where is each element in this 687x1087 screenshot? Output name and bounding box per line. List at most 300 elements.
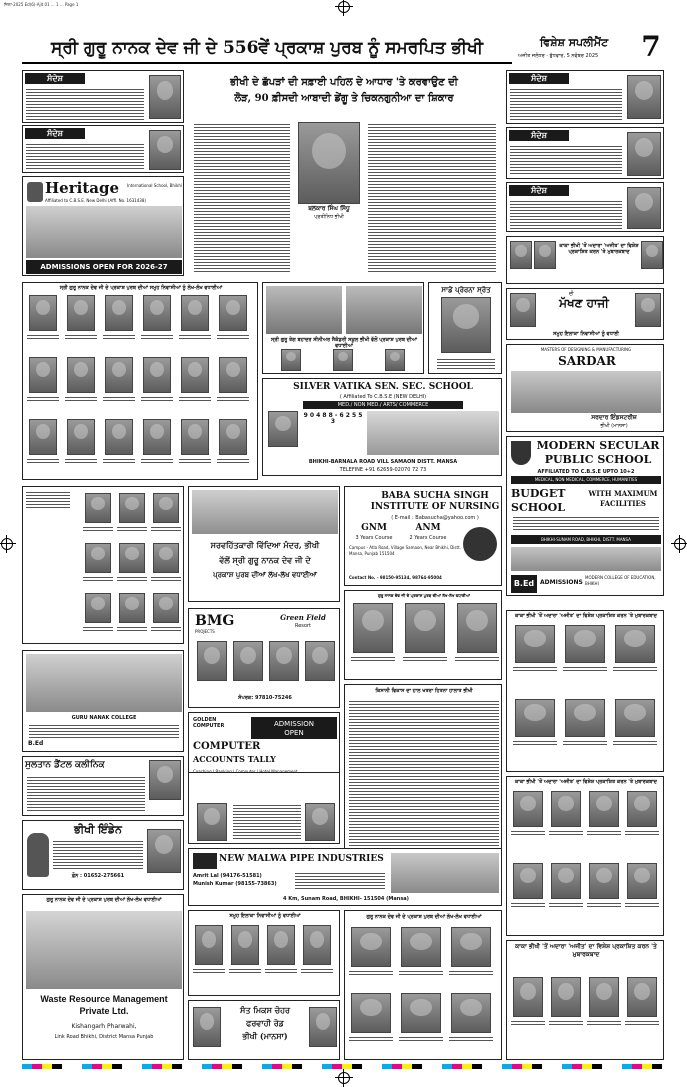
silver-address: BHIKHI-BARNALA ROAD VILL SAMAON DISTT. MANSA xyxy=(308,459,458,465)
modern-streams: MEDICAL, NON MEDICAL, COMMERCE, HUMANITIES xyxy=(511,476,661,484)
portrait-photo xyxy=(153,593,179,623)
bmg-logo: BMG xyxy=(195,613,235,629)
portrait-caption xyxy=(217,395,249,402)
portrait-caption xyxy=(27,395,59,402)
sardar-industries-ad xyxy=(506,344,664,432)
portrait-photo xyxy=(551,977,581,1017)
school-photo-1 xyxy=(266,286,342,334)
nursing-gnm-years: 3 Years Course xyxy=(355,535,393,541)
portrait-caption xyxy=(349,969,393,976)
portrait-photo xyxy=(143,419,171,455)
portrait-caption xyxy=(103,395,135,402)
message-text-2 xyxy=(26,142,144,170)
portrait-photo xyxy=(67,357,95,393)
portrait-photo xyxy=(231,925,259,965)
portrait-photo xyxy=(401,927,441,967)
portrait-caption xyxy=(563,665,607,672)
inspiration-title: ਸਾਡੇ ਪ੍ਰੇਰਨਾ ਸ੍ਰੋਤ xyxy=(441,285,491,294)
modern-lines xyxy=(513,515,659,531)
computer-admission-text: ADMISSION xyxy=(274,720,314,728)
message-photo-1 xyxy=(149,75,181,119)
sardar-sub: ਸਰਦਾਰ ਇੰਡਸਟਰੀਜ਼ xyxy=(591,414,637,421)
portrait-caption xyxy=(141,457,173,464)
portrait-photo xyxy=(29,357,57,393)
portrait-caption xyxy=(587,829,621,836)
greetings-bottom-center xyxy=(188,910,340,996)
ajit-photo-b xyxy=(534,241,556,269)
malwa-brand: NEW MALWA PIPE INDUSTRIES xyxy=(219,854,384,864)
portrait-photo xyxy=(615,699,655,737)
sultan-photo xyxy=(149,760,181,800)
nursing-campus: Campus - Atla Road, Village Samaon, Near Bhikhi, Distt. Mansa, Punjab 151504 xyxy=(349,545,461,556)
guru-nanak-name: GURU NANAK COLLEGE xyxy=(71,715,137,721)
computer-accounts: ACCOUNTS TALLY xyxy=(193,754,276,764)
masthead-title xyxy=(22,34,512,64)
nursing-anm-years: 2 Years Course xyxy=(409,535,447,541)
sant-photo-left xyxy=(193,1007,221,1047)
modern-course-badge: B.Ed xyxy=(511,575,537,593)
greetings-grid-left xyxy=(22,282,258,480)
ajit-greet-box-1 xyxy=(506,236,664,284)
greetings-header-left: ਸ੍ਰੀ ਗੁਰੂ ਨਾਨਕ ਦੇਵ ਜੀ ਦੇ ਪ੍ਰਕਾਸ਼ ਪੁਰਬ ਦੀਆਂ ਸਮੂਹ ਨਿਵਾਸੀਆਂ ਨੂੰ ਲੱਖ-ਲੱਖ ਵਧਾਈਆਂ xyxy=(59,285,223,291)
greetings-grid-mid-right xyxy=(344,590,502,680)
portrait-photo xyxy=(105,357,133,393)
message-box-2 xyxy=(22,125,184,173)
makhan-title: ਮੱਖਣ ਹਾਜੀ xyxy=(559,296,609,310)
portrait-caption xyxy=(511,901,545,908)
sant-mix-ad xyxy=(188,1000,340,1060)
ajit-greet-right-1-header: ਕਾਕਾ ਭੀਖੀ 'ਤੋਂ ਅਦਾਰਾ 'ਅਜੀਤ' ਦਾ ਵਿਸ਼ੇਸ਼ ਪ੍ਰਕਾਸ਼ਿਤ ਕਰਨ 'ਤੇ ਮੁਬਾਰਕਬਾਦ xyxy=(515,613,657,619)
malwa-pipe-ad xyxy=(188,848,502,906)
color-calibration-bar xyxy=(22,1064,664,1069)
print-slug: ਜ਼ਿਲਾ-2025 Ed(6)-Ajit 01 ... 1 ... Page 1 xyxy=(4,2,79,7)
sarvhitkari-line1: ਸਰਵਹਿੱਤਕਾਰੀ ਵਿੱਦਿਆ ਮੰਦਰ, ਭੀਖੀ xyxy=(210,540,320,550)
portrait-photo xyxy=(29,295,57,331)
silver-vatika-ad xyxy=(262,378,502,476)
modern-budget: BUDGET SCHOOL xyxy=(511,487,566,514)
sarvhitkari-ad xyxy=(188,486,340,602)
nursing-institute-ad xyxy=(344,486,502,586)
bmg-photo-1 xyxy=(197,641,227,681)
school-photo-2 xyxy=(346,286,422,334)
sardar-top: MASTERS OF DESIGNING & MANUFACTURING xyxy=(540,347,632,352)
portrait-photo xyxy=(401,993,441,1033)
page-number: 7 xyxy=(641,30,661,63)
portrait-photo xyxy=(513,791,543,827)
portrait-photo xyxy=(551,863,581,899)
portrait-caption xyxy=(625,901,659,908)
school-staff-photo-1 xyxy=(281,349,301,371)
portrait-photo xyxy=(119,493,145,523)
portrait-caption xyxy=(83,575,113,582)
school-photos-caption: ਸ੍ਰੀ ਗੁਰੂ ਤੇਗ ਬਹਾਦਰ ਸੀਨੀਅਰ ਸੈਕੰਡਰੀ ਸਕੂਲ ਭੀਖੀ ਵੱਲੋਂ ਪ੍ਰਕਾਸ਼ ਪੁਰਬ ਦੀਆਂ ਵਧਾਈਆਂ xyxy=(271,337,417,349)
portrait-caption xyxy=(265,967,297,974)
nursing-contact: Contact No. - 98150-95134, 98764-95004 xyxy=(349,575,442,580)
waste-facility-photo xyxy=(26,911,182,989)
portrait-photo xyxy=(513,863,543,899)
portrait-caption xyxy=(625,1019,659,1026)
ajit-greet-right-3-header: ਕਾਕਾ ਭੀਖੀ 'ਤੋਂ ਅਦਾਰਾ 'ਅਜੀਤ' ਦਾ ਵਿਸ਼ੇਸ਼ ਪ੍ਰਕਾਸ਼ਿਤ ਕਰਨ 'ਤੇ ਮੁਬਾਰਕਬਾਦ xyxy=(515,943,657,958)
silver-streams: MED./ NON MED./ ARTS/ COMMERCE xyxy=(303,401,463,409)
nursing-crest-icon xyxy=(463,527,497,561)
bmg-photo-3 xyxy=(269,641,299,681)
waste-address-1: Kishangarh Pharwahi, xyxy=(71,1023,137,1030)
guru-nanak-building xyxy=(26,654,182,712)
makhan-photo xyxy=(510,293,536,327)
portrait-caption xyxy=(301,967,333,974)
center-greet-photo-1 xyxy=(197,803,227,841)
registration-mark-left xyxy=(1,538,13,550)
portrait-photo xyxy=(219,419,247,455)
message-box-5 xyxy=(506,182,664,232)
portrait-caption xyxy=(399,1035,443,1042)
registration-mark-right xyxy=(674,538,686,550)
heritage-sub: International School, Bhikhi xyxy=(127,183,182,188)
makhan-photo-2 xyxy=(635,293,661,327)
registration-mark-top xyxy=(338,1,350,13)
portrait-caption xyxy=(403,655,447,662)
sant-photo-right xyxy=(309,1007,337,1047)
portrait-photo xyxy=(143,357,171,393)
message-photo-4 xyxy=(627,132,661,176)
portrait-caption xyxy=(625,829,659,836)
indane-text xyxy=(53,839,143,869)
portrait-photo xyxy=(515,699,555,737)
portrait-caption xyxy=(141,395,173,402)
paper-date: ਅਜੀਤ ਜਲੰਧਰ · ਬੁੱਧਵਾਰ, 5 ਨਵੰਬਰ 2025 xyxy=(518,53,599,59)
silver-principal-photo xyxy=(268,411,298,447)
makhan-haji-ad xyxy=(506,288,664,340)
portrait-caption xyxy=(151,625,181,632)
portrait-photo xyxy=(627,863,657,899)
school-photos-box xyxy=(262,282,424,374)
indane-title: ਭੀਖੀ ਇੰਡੇਨ xyxy=(74,823,122,836)
masthead-title-text: ਸ੍ਰੀ ਗੁਰੂ ਨਾਨਕ ਦੇਵ ਜੀ ਦੇ 556ਵੇਂ ਪ੍ਰਕਾਸ਼ ਪੁਰਬ ਨੂੰ ਸਮਰਪਿਤ ਭੀਖੀ xyxy=(51,38,483,58)
registration-mark-bottom xyxy=(338,1072,350,1084)
computer-brand: GOLDEN COMPUTER xyxy=(193,717,225,729)
silver-building-photo xyxy=(367,411,499,455)
portrait-caption xyxy=(217,333,249,340)
portrait-photo xyxy=(153,493,179,523)
inspiration-box xyxy=(428,282,502,374)
portrait-photo xyxy=(627,791,657,827)
portrait-photo xyxy=(451,993,491,1033)
lead-body-col-1 xyxy=(194,122,290,274)
modern-logo-icon xyxy=(511,441,531,465)
portrait-caption xyxy=(151,575,181,582)
portrait-caption xyxy=(229,967,261,974)
portrait-photo xyxy=(181,295,209,331)
silver-tel: TELEFINE +91 62659-02070 72 73 xyxy=(339,467,427,473)
lead-photo-name: ਬਲਕਾਰ ਸਿੰਘ ਸਿੱਧੂ xyxy=(308,205,350,212)
greetings-grid-left-2 xyxy=(22,486,184,644)
bhikhi-indane-ad xyxy=(22,820,184,890)
portrait-caption xyxy=(549,829,583,836)
portrait-photo xyxy=(105,295,133,331)
portrait-caption xyxy=(587,1019,621,1026)
portrait-caption xyxy=(513,739,557,746)
portrait-caption xyxy=(103,333,135,340)
portrait-caption xyxy=(179,457,211,464)
message-text-1 xyxy=(26,87,144,121)
message-box-4 xyxy=(506,127,664,179)
modern-photo-strip xyxy=(511,547,661,571)
paper-name: ਅਜੀਤ ਜਲੰਧਰ xyxy=(518,53,545,59)
makhan-small: ਦੀ xyxy=(569,291,574,297)
portrait-photo xyxy=(589,863,619,899)
center-greet-photo-2 xyxy=(305,803,335,841)
message-photo-5 xyxy=(627,187,661,229)
portrait-photo xyxy=(457,603,497,653)
sant-title-3: ਭੀਖੀ (ਮਾਨਸਾ) xyxy=(242,1031,288,1041)
sant-title-1: ਸੰਤ ਮਿਕਸ ਚੋਹਰ xyxy=(240,1005,290,1015)
issue-date: ਬੁੱਧਵਾਰ, 5 ਨਵੰਬਰ 2025 xyxy=(549,53,599,59)
portrait-photo xyxy=(181,357,209,393)
portrait-caption xyxy=(513,665,557,672)
pathshala-box xyxy=(344,684,502,850)
ajit-greet-right-2-header: ਕਾਕਾ ਭੀਖੀ 'ਤੋਂ ਅਦਾਰਾ 'ਅਜੀਤ' ਦਾ ਵਿਸ਼ੇਸ਼ ਪ੍ਰਕਾਸ਼ਿਤ ਕਰਨ 'ਤੇ ਮੁਬਾਰਕਬਾਦ xyxy=(515,779,657,785)
school-staff-photo-3 xyxy=(385,349,405,371)
green-field-line2: Resort xyxy=(294,623,311,629)
portrait-photo xyxy=(589,791,619,827)
portrait-photo xyxy=(219,357,247,393)
portrait-caption xyxy=(217,457,249,464)
green-field-line1: Green Field xyxy=(280,613,326,622)
sarvhitkari-line2: ਵੱਲੋਂ ਸ੍ਰੀ ਗੁਰੂ ਨਾਨਕ ਦੇਵ ਜੀ ਦੇ xyxy=(219,555,311,565)
portrait-photo xyxy=(195,925,223,965)
sant-title-2: ਫਰਵਾਹੀ ਰੋਡ xyxy=(246,1018,284,1028)
ajit-greetings-right-1 xyxy=(506,610,664,772)
ajit-greetings-right-2 xyxy=(506,776,664,936)
portrait-caption xyxy=(613,665,657,672)
portrait-caption xyxy=(65,333,97,340)
portrait-photo xyxy=(85,593,111,623)
makhan-sub: ਸਮੂਹ ਇਲਾਕਾ ਨਿਵਾਸੀਆਂ ਨੂੰ ਵਧਾਈ xyxy=(553,331,619,337)
portrait-caption xyxy=(455,655,499,662)
portrait-photo xyxy=(119,593,145,623)
waste-address-2: Link Road Bhikhi, District Mansa Punjab xyxy=(54,1034,154,1040)
portrait-caption xyxy=(613,739,657,746)
school-staff-photo-2 xyxy=(333,349,353,371)
greetings-bottom-mid-header: ਗੁਰੂ ਨਾਨਕ ਦੇਵ ਜੀ ਦੇ ਪ੍ਰਕਾਸ਼ ਪੁਰਬ ਦੀਆਂ ਲੱਖ-ਲੱਖ ਵਧਾਈਆਂ xyxy=(366,914,482,920)
sultan-title: ਸੁਲਤਾਨ ਡੈਂਟਲ ਕਲੀਨਿਕ xyxy=(25,760,105,770)
message-photo-3 xyxy=(627,75,661,119)
message-text-5 xyxy=(510,199,622,229)
heritage-logo-icon xyxy=(27,182,43,202)
portrait-photo xyxy=(551,791,581,827)
portrait-caption xyxy=(179,395,211,402)
sarvhitkari-building-photo xyxy=(192,490,338,534)
waste-name: Waste Resource Management Private Ltd. xyxy=(40,994,168,1016)
sultan-dental-ad xyxy=(22,756,184,816)
portrait-caption xyxy=(511,829,545,836)
portrait-caption xyxy=(349,1035,393,1042)
message-heading-2: ਸੰਦੇਸ਼ xyxy=(25,128,85,139)
silver-name: SILVER VATIKA SEN. SEC. SCHOOL xyxy=(293,382,473,392)
portrait-caption xyxy=(83,525,113,532)
pathshala-body xyxy=(349,699,499,847)
portrait-photo xyxy=(353,603,393,653)
lead-headline-2: ਲੋੜ, 90 ਫ਼ੀਸਦੀ ਆਬਾਦੀ ਡੇਂਗੂ ਤੇ ਚਿਕਨਗੁਨੀਆ ਦਾ ਸ਼ਿਕਾਰ xyxy=(234,93,454,104)
guru-nanak-college-ad xyxy=(22,650,184,752)
sultan-text xyxy=(27,775,145,813)
portrait-photo xyxy=(105,419,133,455)
message-heading-3: ਸੰਦੇਸ਼ xyxy=(509,73,569,84)
pathshala-headline: ਕਿਸਾਨੀ ਵਿਕਾਸ ਦਾ ਹਾਲ ਖਤਰਾ ਹਿਤਨਾ ਹਾਲਾਤ ਭੀਖੀ xyxy=(375,688,473,694)
bmg-sub: PROJECTS xyxy=(195,629,215,634)
portrait-photo xyxy=(627,977,657,1017)
gas-cylinder-icon xyxy=(27,833,49,877)
computer-title: COMPUTER xyxy=(193,741,261,752)
indane-photo xyxy=(147,829,181,873)
message-heading-1: ਸੰਦੇਸ਼ xyxy=(25,73,85,84)
message-heading-5: ਸੰਦੇਸ਼ xyxy=(509,185,569,196)
computer-admission xyxy=(251,717,337,739)
portrait-photo xyxy=(565,699,605,737)
malwa-text xyxy=(295,871,385,891)
portrait-caption xyxy=(549,901,583,908)
portrait-photo xyxy=(515,625,555,663)
modern-admissions: ADMISSIONS xyxy=(540,579,583,586)
nursing-email: ( E-mail : Babasucha@yahoo.com ) xyxy=(391,515,479,521)
portrait-photo xyxy=(303,925,331,965)
waste-header: ਗੁਰੂ ਨਾਨਕ ਦੇਵ ਜੀ ਦੇ ਪ੍ਰਕਾਸ਼ ਪੁਰਬ ਦੀਆਂ ਲੱਖ-ਲੱਖ ਵਧਾਈਆਂ xyxy=(46,897,162,903)
portrait-caption xyxy=(549,1019,583,1026)
heritage-affil: Affiliated to C.B.S.E. New Delhi (Affl. No. 1631438) xyxy=(45,198,146,203)
portrait-photo xyxy=(351,993,391,1033)
portrait-photo xyxy=(153,543,179,573)
lead-story xyxy=(188,70,500,278)
portrait-photo xyxy=(267,925,295,965)
waste-resource-ad xyxy=(22,894,184,1060)
portrait-caption xyxy=(351,655,395,662)
portrait-caption xyxy=(27,333,59,340)
lead-photo-title: ਪ੍ਰਤੀਨਿਧ ਭੀਖੀ xyxy=(314,214,344,220)
portrait-caption xyxy=(117,525,147,532)
modern-name-1: MODERN SECULAR xyxy=(536,439,660,452)
message-photo-2 xyxy=(149,130,181,170)
guru-nanak-text xyxy=(29,723,179,739)
heritage-building-photo xyxy=(26,206,182,258)
portrait-caption xyxy=(27,457,59,464)
portrait-photo xyxy=(219,295,247,331)
ajit-greetings-right-3 xyxy=(506,940,664,1060)
heritage-ad xyxy=(22,176,184,276)
bmg-ad xyxy=(188,608,340,708)
portrait-photo xyxy=(67,295,95,331)
portrait-photo xyxy=(589,977,619,1017)
portrait-photo xyxy=(85,543,111,573)
portrait-caption xyxy=(103,457,135,464)
sardar-sub2: ਭੀਖੀ (ਮਾਨਸਾ) xyxy=(600,423,628,429)
greetings-left-2-header xyxy=(26,490,70,510)
portrait-caption xyxy=(179,333,211,340)
portrait-caption xyxy=(563,739,607,746)
portrait-caption xyxy=(151,525,181,532)
sardar-machinery-photo xyxy=(511,371,661,413)
portrait-caption xyxy=(117,625,147,632)
malwa-contact-2: Munish Kumar (98155-73863) xyxy=(193,881,277,887)
portrait-photo xyxy=(513,977,543,1017)
message-box-1 xyxy=(22,70,184,123)
computer-open-text: OPEN xyxy=(284,729,304,737)
bmg-photo-4 xyxy=(305,641,335,681)
silver-affil: ( Affiliated To C.B.S.E (NEW DELHI) xyxy=(339,394,427,400)
supplement-text: ਵਿਸ਼ੇਸ਼ ਸਪਲੀਮੈਂਟ xyxy=(539,36,609,49)
sarvhitkari-line3: ਪ੍ਰਕਾਸ਼ ਪੁਰਬ ਦੀਆਂ ਲੱਖ-ਲੱਖ ਵਧਾਈਆਂ xyxy=(213,570,317,579)
inspiration-photo xyxy=(441,297,491,353)
greetings-center-block xyxy=(188,772,340,844)
malwa-factory-photo xyxy=(391,853,499,893)
portrait-caption xyxy=(65,457,97,464)
portrait-photo xyxy=(451,927,491,967)
nursing-title-1: BABA SUCHA SINGH xyxy=(381,491,489,501)
portrait-caption xyxy=(587,901,621,908)
portrait-caption xyxy=(83,625,113,632)
modern-address: BHIKHI-SUNAM ROAD, BHIKHI, DISTT. MANSA xyxy=(511,535,661,544)
bmg-phone: ਸੰਪਰਕ: 97810-75246 xyxy=(238,695,292,701)
guru-nanak-course: B.Ed xyxy=(28,740,44,747)
sardar-brand: SARDAR xyxy=(558,354,616,368)
message-text-3 xyxy=(510,87,622,121)
modern-facilities: WITH MAXIMUM FACILITIES xyxy=(588,489,658,508)
silver-phone: 9 0 4 8 8 - 6 2 5 5 3 xyxy=(303,412,363,425)
indane-phone: ਫ਼ੋਨ : 01652-275661 xyxy=(71,873,125,879)
portrait-caption xyxy=(449,1035,493,1042)
malwa-logo-icon xyxy=(193,853,217,869)
lead-photo xyxy=(298,122,360,204)
inspiration-caption xyxy=(437,357,495,371)
ajit-photo-c xyxy=(641,241,663,269)
portrait-photo xyxy=(181,419,209,455)
message-box-3 xyxy=(506,70,664,124)
lead-headline-1: ਭੀਖੀ ਦੇ ਛੱਪੜਾਂ ਦੀ ਸਫ਼ਾਈ ਪਹਿਲ ਦੇ ਆਧਾਰ 'ਤੇ ਕਰਵਾਉਣ ਦੀ xyxy=(230,77,458,88)
portrait-caption xyxy=(399,969,443,976)
portrait-photo xyxy=(85,493,111,523)
portrait-photo xyxy=(615,625,655,663)
portrait-caption xyxy=(193,967,225,974)
heritage-admission-banner: ADMISSIONS OPEN FOR 2026-27 xyxy=(26,260,182,274)
portrait-photo xyxy=(29,419,57,455)
modern-bed-college: MODERN COLLEGE OF EDUCATION, BHIKHI xyxy=(585,575,656,586)
heritage-name: Heritage xyxy=(45,179,119,197)
ajit-greet-text-1: ਕਾਕਾ ਭੀਖੀ 'ਤੋਂ ਅਦਾਰਾ 'ਅਜੀਤ' ਦਾ ਵਿਸ਼ੇਸ਼ ਪ੍ਰਕਾਸ਼ਿਤ ਕਰਨ 'ਤੇ ਮੁਬਾਰਕਬਾਦ xyxy=(559,243,639,255)
portrait-caption xyxy=(449,969,493,976)
portrait-caption xyxy=(117,575,147,582)
modern-affil: AFFILIATED TO C.B.S.E UPTO 10+2 xyxy=(537,469,635,475)
ajit-photo-a xyxy=(510,241,532,269)
nursing-anm: ANM xyxy=(415,523,441,533)
bmg-photo-2 xyxy=(233,641,263,681)
portrait-caption xyxy=(511,1019,545,1026)
portrait-caption xyxy=(65,395,97,402)
malwa-address: 4 Km, Sunam Road, BHIKHI- 151504 (Mansa) xyxy=(283,896,409,902)
nursing-gnm: GNM xyxy=(361,523,387,533)
modern-secular-ad xyxy=(506,436,664,596)
nursing-title-2: INSTITUTE OF NURSING xyxy=(370,502,500,512)
message-text-4 xyxy=(510,144,622,176)
greetings-mid-right-header: ਗੁਰੂ ਨਾਨਕ ਦੇਵ ਜੀ ਦੇ ਪ੍ਰਕਾਸ਼ ਪੁਰਬ ਦੀਆਂ ਲੱਖ-ਲੱਖ ਵਧਾਈਆਂ xyxy=(377,593,471,598)
modern-name-2: PUBLIC SCHOOL xyxy=(544,453,652,466)
greetings-bottom-center-header: ਸਮੂਹ ਇਲਾਕਾ ਨਿਵਾਸੀਆਂ ਨੂੰ ਵਧਾਈਆਂ xyxy=(229,913,301,919)
center-greet-text xyxy=(233,803,301,841)
portrait-photo xyxy=(405,603,445,653)
malwa-contact-1: Amrit Lal (94176-51581) xyxy=(193,873,262,879)
message-heading-4: ਸੰਦੇਸ਼ xyxy=(509,130,569,141)
portrait-photo xyxy=(67,419,95,455)
lead-body-col-2 xyxy=(368,122,496,274)
portrait-caption xyxy=(141,333,173,340)
